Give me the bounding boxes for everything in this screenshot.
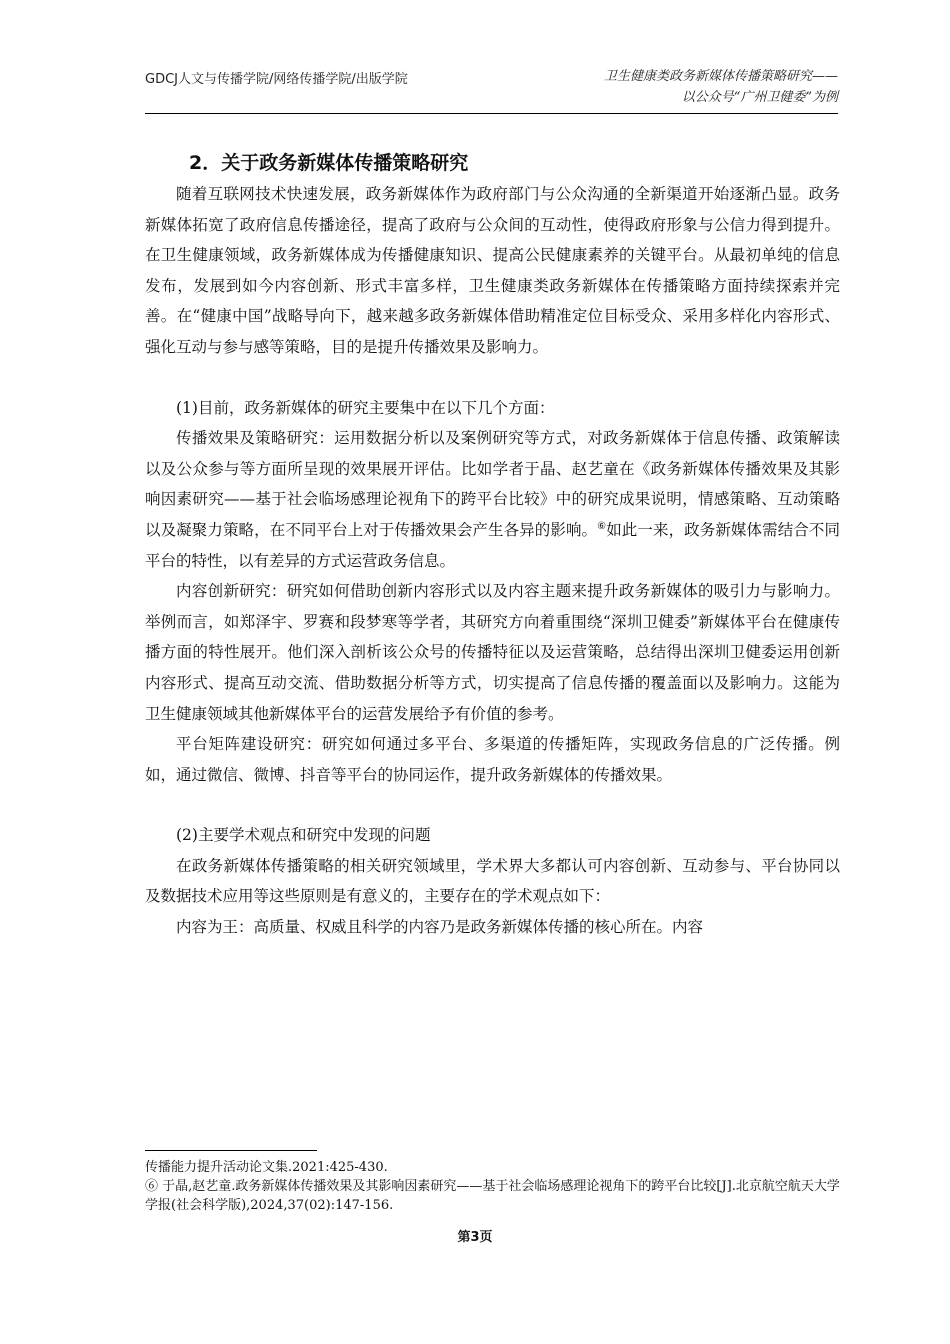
paragraph-spacer: [145, 363, 840, 393]
paragraph-intro: 随着互联网技术快速发展，政务新媒体作为政府部门与公众沟通的全新渠道开始逐渐凸显。政务新媒体拓宽了政府信息传播途径，提高了政府与公众间的互动性，使得政府形象与公信力得到提升。在卫生健康领域，政务新媒体成为传播健康知识、提高公民健康素养的关键平台。从最初单纯的信息发布，发展到如今内容创新、形式丰富多样，卫生健康类政务新媒体在传播策略方面持续探索并完善。在“健康中国”战略导向下，越来越多政务新媒体借助精准定位目标受众、采用多样化内容形式、强化互动与参与感等策略，目的是提升传播效果及影响力。: [145, 185, 840, 356]
paragraph-platform-matrix: 平台矩阵建设研究：研究如何通过多平台、多渠道的传播矩阵，实现政务信息的广泛传播。例如，通过微信、微博、抖音等平台的协同运作，提升政务新媒体的传播效果。: [145, 735, 840, 784]
footnote-divider: [145, 1150, 317, 1151]
paragraph-content-innovation: 内容创新研究：研究如何借助创新内容形式以及内容主题来提升政务新媒体的吸引力与影响力。举例而言，如郑泽宇、罗赛和段梦寒等学者，其研究方向着重围绕“深圳卫健委”新媒体平台在健康传播方面的特性展开。他们深入剖析该公众号的传播特征以及运营策略，总结得出深圳卫健委运用创新内容形式、提高互动交流、借助数据分析等方式，切实提高了信息传播的覆盖面以及影响力。这能为卫生健康领域其他新媒体平台的运营发展给予有价值的参考。: [145, 582, 840, 723]
subheading-research-areas: (1)目前，政务新媒体的研究主要集中在以下几个方面：: [176, 398, 555, 417]
paragraph-effect-strategy-text-end: 如此一来，政务新媒体需结合不同平台的特性，以有差异的方式运营政务信息。: [145, 520, 840, 570]
footnote-6: ⑥ 于晶,赵艺童.政务新媒体传播效果及其影响因素研究——基于社会临场感理论视角下的跨平台比较[J].北京航空航天大学学报(社会科学版),2024,37(02):147-156.: [145, 1179, 840, 1213]
running-header-left: GDCJ人文与传播学院/网络传播学院/出版学院: [145, 72, 408, 87]
paragraph-academic-consensus: 在政务新媒体传播策略的相关研究领域里，学术界大多都认可内容创新、互动参与、平台协同以及数据技术应用等这些原则是有意义的，主要存在的学术观点如下：: [145, 856, 840, 906]
paragraph-content-is-king: 内容为王：高质量、权威且科学的内容乃是政务新媒体传播的核心所在。内容: [176, 918, 704, 937]
paragraph-spacer: [145, 790, 840, 820]
running-header-title-line1: 卫生健康类政务新媒体传播策略研究——: [603, 69, 838, 84]
page-body: [145, 150, 840, 943]
section-heading: 2．关于政务新媒体传播策略研究: [189, 152, 469, 174]
running-header-right: [604, 66, 838, 108]
footnote-continued: 传播能力提升活动论文集.2021:425-430.: [145, 1160, 388, 1175]
paragraph-effect-strategy: [145, 423, 840, 576]
header-divider: [145, 113, 838, 114]
footnotes: [145, 1158, 845, 1215]
paragraph-effect-strategy-text: 传播效果及策略研究：运用数据分析以及案例研究等方式，对政务新媒体于信息传播、政策解读以及公众参与等方面所呈现的效果展开评估。比如学者于晶、赵艺童在《政务新媒体传播效果及其影响因素研究——基于社会临场感理论视角下的跨平台比较》中的研究成果说明，情感策略、互动策略以及凝聚力策略，在不同平台上对于传播效果会产生各异的影响。: [145, 429, 840, 539]
running-header-title-line2: 以公众号“广州卫健委”为例: [681, 90, 838, 105]
page-number: 第3页: [457, 1230, 493, 1245]
footnote-reference-6[interactable]: ⑥: [597, 520, 607, 532]
subheading-academic-views: (2)主要学术观点和研究中发现的问题: [176, 826, 431, 845]
